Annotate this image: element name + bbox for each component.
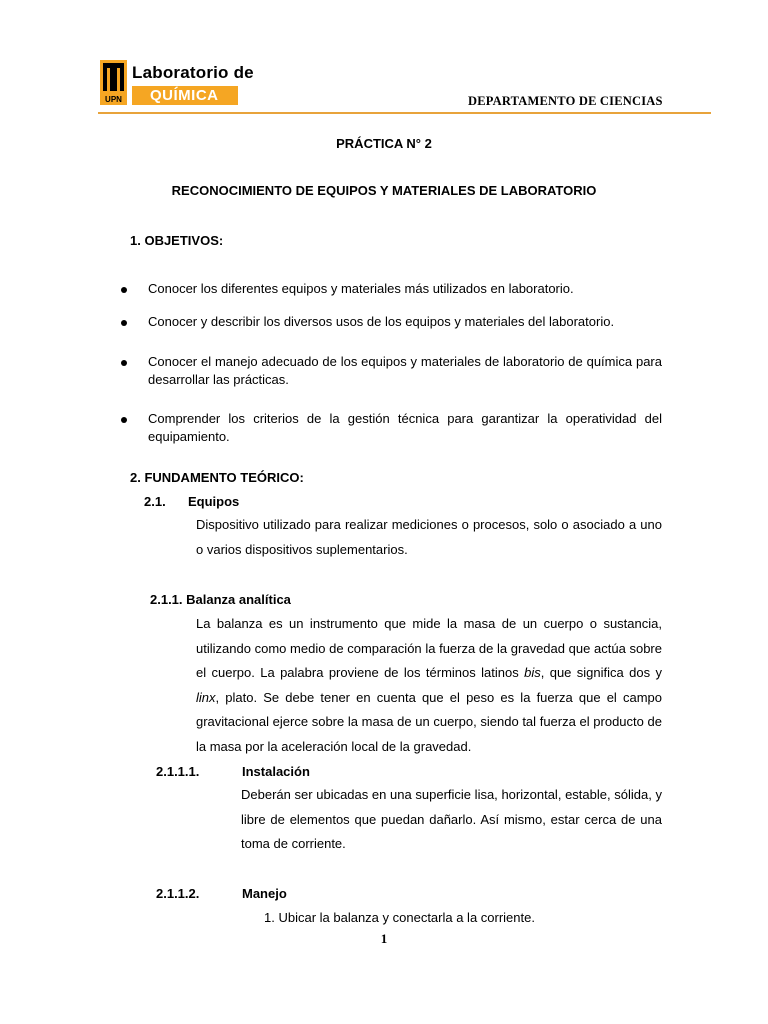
subsection-number: 2.1.1.1.: [156, 764, 200, 779]
list-item: Comprender los criterios de la gestión técnica para garantizar la operatividad del equipamiento.: [148, 411, 662, 444]
logo-subtitle: QUÍMICA: [150, 87, 219, 104]
page-number: 1: [380, 931, 388, 946]
logo-mark-text: UPN: [105, 95, 122, 104]
balanza-paragraph: La balanza es un instrumento que mide la masa de un cuerpo o sustancia, utilizando como medio de comparación la fuerza de la gravedad que actúa sobre el cuerpo. La palabra proviene de los términos latinos bis, que significa dos y linx, plato. Se debe tener en cuenta que el peso es la fuerza que el campo gravitacional ejerce sobre la masa de un cuerpo, siendo tal fuerza el producto de la masa por la aceleración local de la gravedad.: [196, 616, 662, 754]
bullet-icon: [121, 417, 127, 423]
subsection-number: 2.1.: [144, 494, 166, 509]
subsection-title-manejo: Manejo: [242, 886, 287, 901]
subsection-number: 2.1.1.2.: [156, 886, 200, 901]
section-heading-objetivos: 1. OBJETIVOS:: [130, 233, 224, 248]
practice-title: RECONOCIMIENTO DE EQUIPOS Y MATERIALES DE LABORATORIO: [171, 183, 597, 198]
header-divider: [98, 112, 711, 114]
bullet-icon: [121, 287, 127, 293]
list-item: Conocer y describir los diversos usos de los equipos y materiales del laboratorio.: [148, 314, 615, 329]
logo-title: Laboratorio de: [132, 63, 254, 82]
instalacion-paragraph: Deberán ser ubicadas en una superficie lisa, horizontal, estable, sólida, y libre de elementos que puedan dañarlo. Así mismo, estar cerca de una toma de corriente.: [241, 787, 662, 852]
bullet-icon: [121, 320, 127, 326]
subsection-title-instalacion: Instalación: [242, 764, 310, 779]
bullet-icon: [121, 360, 127, 366]
section-heading-fundamento: 2. FUNDAMENTO TEÓRICO:: [130, 470, 304, 485]
list-item: 1. Ubicar la balanza y conectarla a la corriente.: [264, 910, 535, 925]
list-item: Conocer los diferentes equipos y materiales más utilizados en laboratorio.: [148, 281, 574, 296]
subsection-title-balanza: 2.1.1. Balanza analítica: [150, 592, 291, 607]
practice-number: PRÁCTICA N° 2: [336, 136, 432, 151]
department-label: DEPARTAMENTO DE CIENCIAS: [468, 94, 663, 108]
logo-mark-icon: [100, 60, 127, 105]
equipos-paragraph: Dispositivo utilizado para realizar mediciones o procesos, solo o asociado a uno o varios dispositivos suplementarios.: [196, 517, 662, 557]
subsection-title-equipos: Equipos: [188, 494, 240, 509]
list-item: Conocer el manejo adecuado de los equipos y materiales de laboratorio de química para desarrollar las prácticas.: [148, 354, 662, 387]
